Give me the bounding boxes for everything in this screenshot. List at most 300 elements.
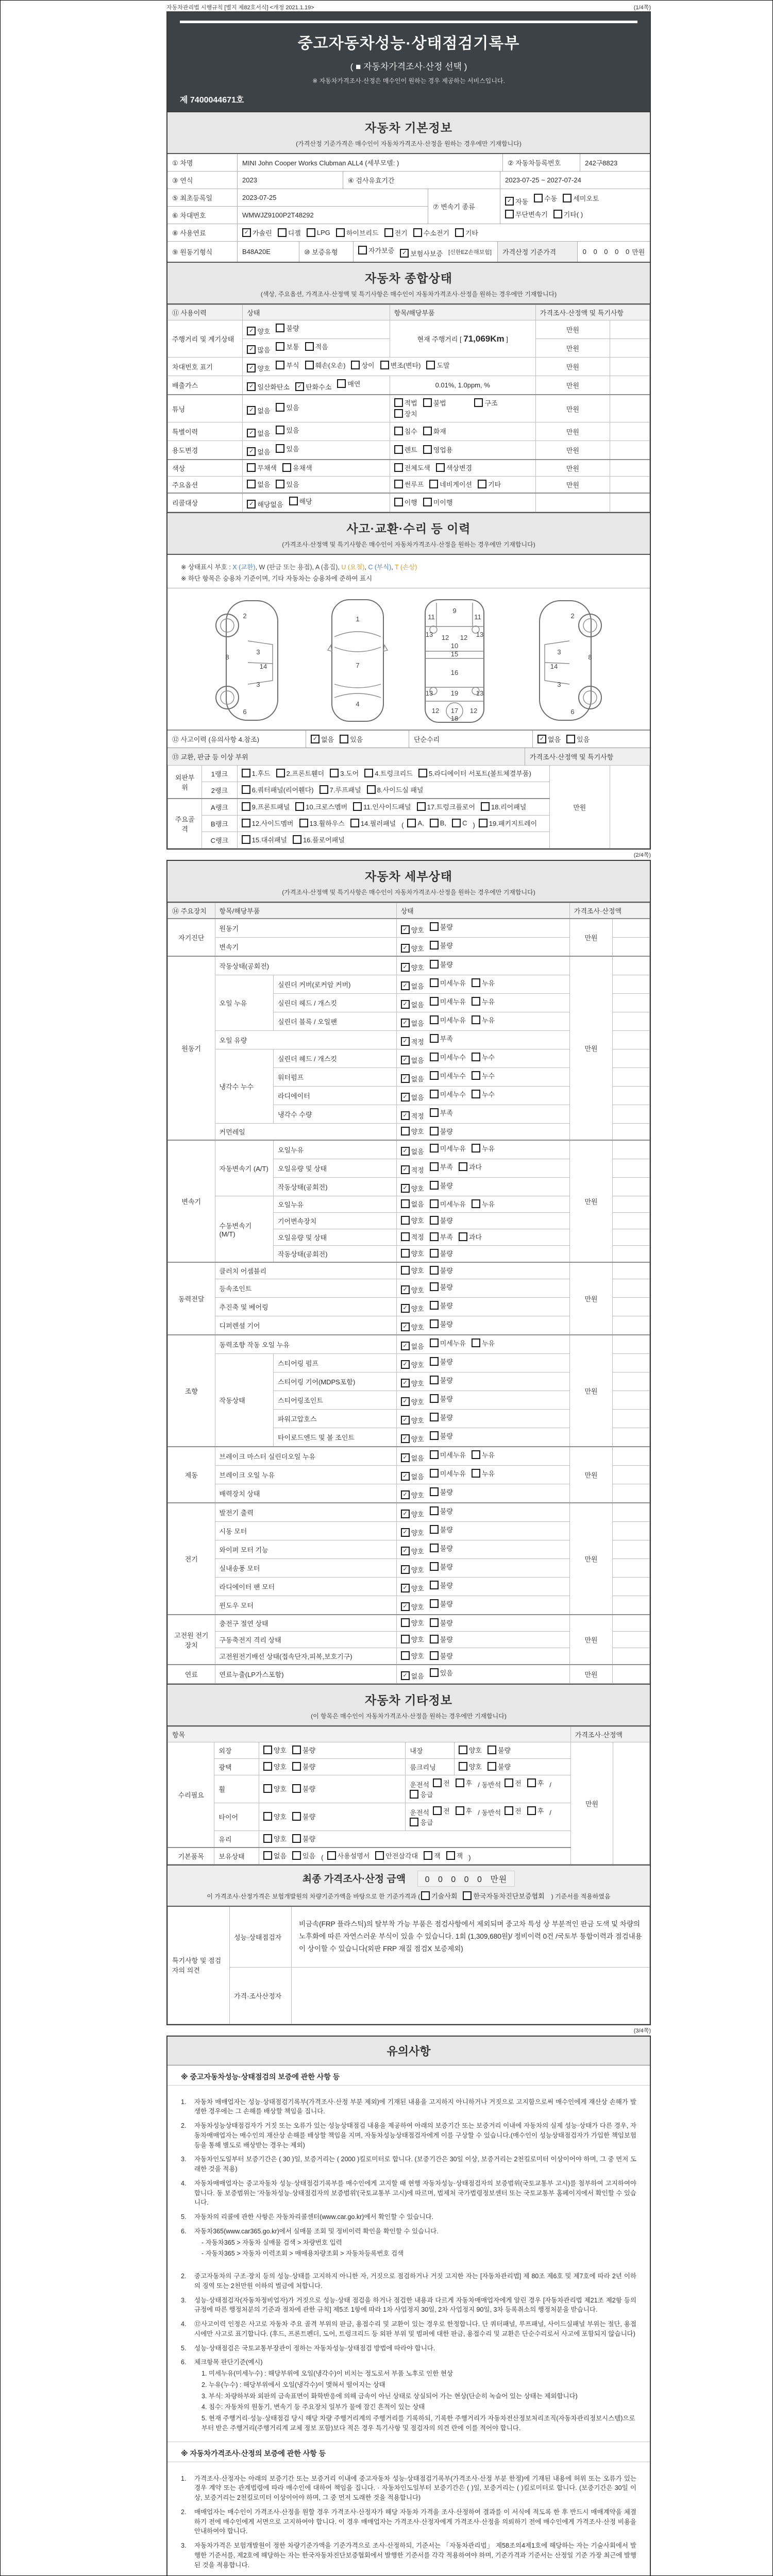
checkbox[interactable] bbox=[380, 361, 389, 369]
checkbox[interactable] bbox=[263, 1851, 272, 1860]
checkbox[interactable]: ✓ bbox=[247, 327, 256, 335]
notice-subitem: 2. 누유(누수) : 해당부위에서 오일(냉각수)이 맺혀서 떨어지는 상태 bbox=[201, 2381, 385, 2388]
checkbox[interactable] bbox=[433, 1806, 442, 1815]
checkbox[interactable]: ✓ bbox=[401, 1379, 410, 1387]
checkbox[interactable] bbox=[472, 978, 480, 987]
checkbox[interactable] bbox=[307, 228, 315, 237]
checkbox[interactable] bbox=[430, 978, 439, 987]
checkbox[interactable] bbox=[430, 1249, 439, 1258]
checkbox[interactable]: ✓ bbox=[247, 447, 256, 456]
panel-number: 2 bbox=[570, 612, 575, 620]
checkbox-option bbox=[401, 1565, 424, 1574]
checkbox[interactable] bbox=[456, 1806, 464, 1815]
checkbox[interactable]: ✓ bbox=[401, 1584, 410, 1592]
checkbox-label: 화재 bbox=[433, 428, 446, 435]
checkbox[interactable] bbox=[430, 1053, 439, 1061]
tbody-el bbox=[168, 919, 650, 1684]
checkbox[interactable] bbox=[527, 1778, 536, 1787]
checkbox[interactable] bbox=[472, 1053, 480, 1061]
checkbox[interactable]: ✓ bbox=[401, 963, 410, 972]
checkbox[interactable] bbox=[401, 1266, 410, 1275]
checkbox[interactable] bbox=[459, 1745, 467, 1754]
item-label: 실내송풍 모터 bbox=[215, 1559, 396, 1578]
checkbox[interactable] bbox=[401, 1216, 410, 1225]
checkbox[interactable]: ✓ bbox=[401, 1671, 410, 1680]
checkbox-option bbox=[394, 426, 417, 436]
checkbox-label: 누유 bbox=[481, 1451, 495, 1459]
checkbox[interactable] bbox=[436, 463, 445, 472]
checkbox[interactable] bbox=[505, 1778, 513, 1787]
path-el bbox=[334, 647, 381, 652]
checkbox[interactable]: ✓ bbox=[401, 1360, 410, 1369]
checkbox[interactable] bbox=[430, 1144, 439, 1153]
checkbox[interactable]: ✓ bbox=[400, 249, 409, 258]
checkbox[interactable]: ✓ bbox=[401, 1472, 410, 1481]
checkbox[interactable] bbox=[430, 1127, 439, 1136]
note-cell bbox=[613, 1031, 650, 1049]
checkbox[interactable]: ✓ bbox=[401, 1074, 410, 1083]
checkbox[interactable] bbox=[350, 819, 359, 827]
vinmark-label: 차대번호 표기 bbox=[168, 358, 243, 376]
checkbox-option bbox=[293, 835, 345, 844]
checkbox[interactable]: ✓ bbox=[505, 197, 514, 206]
checkbox[interactable] bbox=[327, 1851, 336, 1860]
checkbox[interactable] bbox=[293, 835, 301, 844]
checkbox[interactable] bbox=[401, 1635, 410, 1643]
detail-row bbox=[168, 1665, 650, 1684]
checkbox-label: 5.라디에이터 서포트(볼트체결부품) bbox=[428, 770, 531, 777]
checkbox[interactable] bbox=[430, 1506, 439, 1515]
checkbox[interactable]: ✓ bbox=[401, 1342, 410, 1350]
checkbox[interactable] bbox=[430, 1487, 439, 1496]
checkbox[interactable] bbox=[430, 922, 439, 931]
checkbox[interactable] bbox=[401, 1249, 410, 1258]
checkbox[interactable] bbox=[292, 1745, 301, 1754]
checkbox[interactable] bbox=[358, 246, 367, 255]
checkbox[interactable] bbox=[459, 1162, 467, 1171]
checkbox[interactable]: ✓ bbox=[401, 944, 410, 953]
checkbox[interactable] bbox=[430, 1282, 439, 1291]
span-el: , bbox=[364, 564, 368, 571]
checkbox[interactable] bbox=[320, 785, 328, 794]
checkbox[interactable] bbox=[430, 1181, 439, 1190]
checkbox-option bbox=[430, 1126, 453, 1136]
checkbox[interactable] bbox=[424, 1851, 432, 1860]
item-label: 고전원전기배선 상태(접속단자,피복,보호기구) bbox=[215, 1648, 396, 1665]
checkbox[interactable] bbox=[394, 463, 403, 472]
panel-number: 13 bbox=[425, 689, 433, 697]
checkbox[interactable]: ✓ bbox=[401, 925, 410, 934]
item-label: 작동상태 bbox=[215, 1354, 273, 1447]
checkbox[interactable] bbox=[452, 819, 461, 827]
checkbox[interactable]: ✓ bbox=[401, 1056, 410, 1064]
checkbox[interactable] bbox=[351, 361, 360, 369]
subitem-label: 냉각수 수량 bbox=[274, 1105, 397, 1124]
accident-title: 사고·교환·수리 등 이력 bbox=[346, 522, 471, 535]
checkbox-option bbox=[401, 1360, 424, 1369]
notice-item bbox=[181, 2358, 636, 2367]
checkbox[interactable] bbox=[401, 1651, 410, 1660]
checkbox[interactable] bbox=[401, 1232, 410, 1241]
checkbox-option bbox=[472, 996, 495, 1006]
checkbox-option bbox=[430, 1232, 453, 1242]
checkbox[interactable]: ✓ bbox=[401, 1165, 410, 1174]
checkbox[interactable] bbox=[430, 1301, 439, 1310]
checkbox[interactable] bbox=[472, 1071, 480, 1080]
checkbox-option bbox=[401, 1434, 424, 1444]
checkbox[interactable] bbox=[394, 445, 403, 454]
span-el: 이 가격조사·산정가격은 보험개발원의 차량기준가액을 바탕으로 한 기준가격과 ( bbox=[207, 1893, 421, 1900]
checkbox[interactable] bbox=[276, 403, 284, 412]
appraiser-label: 가격·조사산정자 bbox=[230, 1967, 292, 2024]
checkbox[interactable] bbox=[292, 1834, 301, 1843]
checkbox-option bbox=[401, 1618, 424, 1628]
tbody-el bbox=[168, 1906, 650, 2024]
mileage-price2: 만원 bbox=[535, 339, 610, 358]
checkbox[interactable] bbox=[553, 210, 562, 218]
checkbox[interactable] bbox=[247, 480, 256, 488]
note-cell bbox=[613, 1246, 650, 1263]
checkbox[interactable] bbox=[430, 1668, 439, 1677]
checkbox[interactable] bbox=[276, 480, 284, 488]
checkbox[interactable] bbox=[430, 1651, 439, 1660]
notice-item bbox=[181, 2474, 636, 2503]
checkbox[interactable]: ✓ bbox=[401, 1037, 410, 1046]
checkbox[interactable] bbox=[430, 1319, 439, 1328]
notices-sec1-title: ※ 중고자동차성능·상태점검의 보증에 관한 사항 등 bbox=[167, 2065, 650, 2086]
subitem-label: 기어변속장치 bbox=[274, 1213, 397, 1229]
checkbox[interactable] bbox=[430, 997, 439, 1006]
checkbox[interactable] bbox=[394, 409, 403, 418]
checkbox[interactable]: ✓ bbox=[401, 981, 410, 990]
checkbox[interactable] bbox=[401, 1127, 410, 1136]
checkbox-option bbox=[423, 398, 446, 408]
checkbox[interactable] bbox=[401, 1618, 410, 1627]
checkbox[interactable] bbox=[430, 1015, 439, 1024]
checkbox[interactable] bbox=[242, 769, 250, 777]
checkbox[interactable] bbox=[292, 1851, 301, 1860]
checkbox-option bbox=[430, 1300, 453, 1310]
checkbox[interactable] bbox=[433, 1778, 442, 1787]
checkbox[interactable] bbox=[276, 426, 284, 434]
checkbox[interactable] bbox=[430, 1216, 439, 1225]
checkbox[interactable] bbox=[456, 1778, 464, 1787]
checkbox-label: 불량 bbox=[440, 1652, 453, 1660]
checkbox[interactable] bbox=[430, 1635, 439, 1643]
span-el: 6. bbox=[181, 2227, 187, 2235]
checkbox[interactable]: ✓ bbox=[401, 1416, 410, 1425]
notice-subitem: 3. 부식: 차량하부와 외판의 금속표면이 화학반응에 의해 금속이 아닌 상태로 상실되어 가는 현상(단순히 녹슬어 있는 상태는 제외합니다) bbox=[201, 2392, 578, 2400]
checkbox[interactable] bbox=[430, 1525, 439, 1534]
checkbox[interactable] bbox=[430, 1394, 439, 1403]
checkbox[interactable] bbox=[430, 1338, 439, 1347]
checkbox[interactable] bbox=[478, 480, 486, 488]
checkbox[interactable] bbox=[429, 480, 438, 488]
inspector-opinion-text: 비금속(FRP 플라스틱)의 탈부착 가능 부품은 점검사항에서 제외되며 중고차 특성 상 부분적인 판금 도색 및 차량의 노후화에 따른 자연스러운 부식이 있을 수 있습니다. 1회 (1,309,680원)/ 정비이력 0건 /국토부 통합이력과 점검내용이 상이할 수 있습니다(외판 FRP 재질 점검X 보증제외) bbox=[292, 1906, 650, 1967]
emission-status bbox=[243, 376, 390, 395]
checkbox[interactable] bbox=[367, 785, 376, 794]
checkbox[interactable] bbox=[242, 802, 250, 811]
checkbox[interactable]: ✓ bbox=[401, 1453, 410, 1462]
note-cell bbox=[613, 1068, 650, 1087]
checkbox[interactable] bbox=[472, 997, 480, 1006]
checkbox[interactable] bbox=[394, 427, 403, 435]
checkbox-option bbox=[430, 959, 453, 969]
checkbox[interactable] bbox=[463, 1891, 472, 1900]
checkbox[interactable] bbox=[534, 194, 543, 202]
recall-items bbox=[390, 493, 535, 512]
checkbox[interactable] bbox=[276, 324, 284, 332]
checkbox[interactable] bbox=[263, 1834, 272, 1843]
checkbox-option bbox=[430, 978, 466, 988]
checkbox-label: 누유 bbox=[481, 1200, 495, 1208]
accident-legend2: ※ 하단 항목은 승용차 기준이며, 기타 자동차는 승용차에 준하여 표시 bbox=[181, 575, 373, 582]
checkbox[interactable] bbox=[263, 1812, 272, 1821]
checkbox[interactable] bbox=[289, 497, 298, 505]
checkbox[interactable] bbox=[340, 735, 348, 743]
checkbox[interactable] bbox=[423, 427, 432, 435]
checkbox[interactable] bbox=[247, 463, 256, 472]
checkbox[interactable] bbox=[242, 785, 250, 794]
panel-number: 10 bbox=[450, 642, 459, 650]
checkbox[interactable] bbox=[430, 819, 439, 827]
checkbox[interactable]: ✓ bbox=[401, 1019, 410, 1027]
checkbox[interactable] bbox=[563, 194, 572, 202]
checkbox[interactable] bbox=[423, 398, 432, 407]
checkbox[interactable] bbox=[430, 1034, 439, 1043]
checkbox[interactable]: ✓ bbox=[247, 429, 256, 437]
checkbox-label: 불량 bbox=[440, 1582, 453, 1589]
checkbox[interactable] bbox=[430, 1266, 439, 1275]
checkbox[interactable] bbox=[455, 228, 464, 237]
checkbox-option bbox=[436, 463, 472, 472]
checkbox[interactable] bbox=[459, 1762, 467, 1771]
checkbox[interactable] bbox=[446, 1851, 455, 1860]
checkbox[interactable]: ✓ bbox=[247, 500, 256, 509]
checkbox[interactable]: ✓ bbox=[311, 735, 320, 743]
checkbox[interactable] bbox=[295, 802, 304, 811]
checkbox[interactable] bbox=[430, 1581, 439, 1589]
checkbox[interactable]: ✓ bbox=[401, 1184, 410, 1193]
checkbox[interactable] bbox=[430, 1199, 439, 1208]
option-text: ) bbox=[473, 821, 475, 829]
checkbox[interactable] bbox=[430, 1450, 439, 1459]
checkbox[interactable] bbox=[505, 1806, 513, 1815]
checkbox[interactable] bbox=[384, 228, 393, 237]
checkbox[interactable]: ✓ bbox=[401, 1565, 410, 1574]
checkbox[interactable] bbox=[430, 1071, 439, 1080]
checkbox-label: 미세누유 bbox=[440, 1451, 466, 1459]
subitem-label: 작동상태(공회전) bbox=[274, 1178, 397, 1196]
checkbox[interactable] bbox=[430, 1357, 439, 1366]
checkbox-option bbox=[307, 228, 330, 237]
checkbox[interactable]: ✓ bbox=[401, 1547, 410, 1555]
checkbox[interactable] bbox=[413, 228, 422, 237]
checkbox[interactable]: ✓ bbox=[401, 1147, 410, 1156]
checkbox[interactable] bbox=[292, 1784, 301, 1793]
checkbox[interactable] bbox=[299, 819, 308, 827]
checkbox-option bbox=[337, 379, 360, 388]
checkbox[interactable] bbox=[430, 1162, 439, 1171]
checkbox[interactable] bbox=[488, 1762, 496, 1771]
checkbox[interactable] bbox=[472, 1144, 480, 1153]
checkbox[interactable] bbox=[430, 1090, 439, 1098]
checkbox[interactable]: ✓ bbox=[401, 1285, 410, 1294]
checkbox[interactable]: ✓ bbox=[401, 1304, 410, 1313]
checkbox-option bbox=[330, 768, 359, 778]
checkbox[interactable] bbox=[472, 1090, 480, 1098]
checkbox[interactable] bbox=[330, 769, 339, 777]
checkbox[interactable] bbox=[276, 361, 284, 369]
checkbox-label: 있음 bbox=[286, 403, 299, 412]
checkbox[interactable] bbox=[375, 1851, 384, 1860]
checkbox[interactable] bbox=[430, 1232, 439, 1241]
checkbox-option bbox=[358, 245, 394, 255]
item-label: 라디에이터 팬 모터 bbox=[215, 1578, 396, 1596]
usage-items bbox=[390, 441, 535, 460]
checkbox[interactable] bbox=[430, 1562, 439, 1571]
checkbox-option bbox=[320, 785, 361, 794]
checkbox[interactable] bbox=[430, 960, 439, 969]
checkbox[interactable]: ✓ bbox=[295, 382, 304, 391]
checkbox[interactable] bbox=[242, 835, 250, 844]
checkbox[interactable] bbox=[472, 1338, 480, 1347]
checkbox[interactable] bbox=[336, 228, 345, 237]
checkbox[interactable] bbox=[430, 1413, 439, 1421]
checkbox[interactable]: ✓ bbox=[401, 1510, 410, 1518]
checkbox-label: 미이행 bbox=[433, 499, 453, 506]
checkbox[interactable]: ✓ bbox=[401, 1000, 410, 1009]
checkbox[interactable]: ✓ bbox=[242, 228, 251, 237]
checkbox[interactable]: ✓ bbox=[247, 406, 256, 415]
checkbox[interactable] bbox=[401, 1199, 410, 1208]
checkbox[interactable]: ✓ bbox=[247, 345, 256, 354]
checkbox[interactable] bbox=[263, 1784, 272, 1793]
checkbox[interactable] bbox=[353, 802, 362, 811]
checkbox[interactable]: ✓ bbox=[401, 1602, 410, 1611]
checkbox[interactable] bbox=[263, 1762, 272, 1771]
checkbox-option bbox=[430, 1199, 466, 1209]
checkbox[interactable] bbox=[472, 1469, 480, 1478]
checkbox[interactable] bbox=[430, 1618, 439, 1627]
checkbox[interactable]: ✓ bbox=[537, 735, 546, 743]
checkbox[interactable] bbox=[566, 735, 575, 743]
glass-label: 유리 bbox=[214, 1831, 259, 1848]
circle-el bbox=[221, 619, 234, 632]
checkbox-label: 7.루프패널 bbox=[329, 786, 361, 794]
checkbox[interactable] bbox=[426, 361, 435, 369]
checkbox[interactable]: ✓ bbox=[401, 1528, 410, 1537]
checkbox[interactable] bbox=[394, 480, 403, 488]
checkbox[interactable] bbox=[410, 1818, 418, 1826]
checkbox[interactable] bbox=[430, 1108, 439, 1117]
price-cell: 만원 bbox=[569, 1615, 613, 1665]
checkbox[interactable] bbox=[472, 1199, 480, 1208]
checkbox[interactable]: ✓ bbox=[401, 1093, 410, 1101]
note-cell bbox=[613, 1229, 650, 1246]
checkbox[interactable] bbox=[282, 463, 291, 472]
checkbox[interactable] bbox=[430, 941, 439, 950]
color-status bbox=[243, 460, 390, 477]
checkbox[interactable] bbox=[263, 1745, 272, 1754]
checkbox[interactable] bbox=[394, 498, 403, 506]
subitem-label: 스티어링조인트 bbox=[274, 1391, 397, 1410]
checkbox-option bbox=[394, 479, 424, 489]
checkbox[interactable] bbox=[242, 819, 250, 827]
checkbox[interactable]: ✓ bbox=[401, 1397, 410, 1406]
checkbox[interactable] bbox=[407, 819, 416, 827]
rect-el bbox=[540, 601, 591, 720]
checkbox-option bbox=[459, 1761, 482, 1771]
checkbox-option bbox=[276, 360, 299, 370]
checkbox[interactable] bbox=[430, 1469, 439, 1478]
checkbox[interactable] bbox=[292, 1762, 301, 1771]
checkbox[interactable] bbox=[430, 1599, 439, 1608]
span-el: 0 0 0 0 0 bbox=[425, 1875, 485, 1884]
span-el: 체크항목 판단기준(예시) bbox=[194, 2359, 263, 2366]
checkbox[interactable] bbox=[421, 1891, 430, 1900]
checkbox[interactable] bbox=[410, 1790, 418, 1799]
checkbox[interactable] bbox=[418, 769, 427, 777]
checkbox[interactable] bbox=[472, 1015, 480, 1024]
checkbox[interactable]: ✓ bbox=[401, 1434, 410, 1443]
checkbox[interactable] bbox=[423, 498, 432, 506]
checkbox[interactable] bbox=[276, 769, 285, 777]
checkbox[interactable] bbox=[472, 1450, 480, 1459]
checkbox[interactable] bbox=[305, 361, 314, 369]
checkbox[interactable] bbox=[278, 228, 287, 237]
checkbox[interactable] bbox=[479, 819, 488, 827]
checkbox[interactable] bbox=[474, 398, 483, 407]
checkbox[interactable] bbox=[364, 769, 373, 777]
checkbox[interactable] bbox=[505, 210, 514, 218]
checkbox[interactable] bbox=[305, 342, 314, 351]
checkbox[interactable]: ✓ bbox=[401, 1490, 410, 1499]
path-el bbox=[328, 645, 332, 651]
checkbox[interactable] bbox=[276, 342, 284, 351]
checkbox[interactable] bbox=[481, 802, 490, 811]
checkbox[interactable] bbox=[459, 1232, 467, 1241]
checkbox[interactable] bbox=[417, 802, 426, 811]
checkbox-label: 불량 bbox=[440, 1545, 453, 1552]
panel-number: 13 bbox=[476, 631, 484, 638]
span-el: 2. bbox=[181, 2122, 187, 2129]
checkbox-label: 불량 bbox=[440, 1414, 453, 1421]
overall-h-price: 가격조사·산정액 및 특기사항 bbox=[535, 305, 649, 320]
checkbox-option bbox=[430, 1052, 466, 1062]
state-checks bbox=[396, 1087, 569, 1105]
checkbox[interactable] bbox=[276, 444, 284, 453]
interior-label: 내장 bbox=[406, 1742, 454, 1759]
checkbox[interactable] bbox=[430, 1544, 439, 1552]
checkbox[interactable] bbox=[394, 398, 403, 407]
panel-number: 12 bbox=[431, 707, 440, 715]
checkbox[interactable] bbox=[423, 445, 432, 454]
checkbox[interactable] bbox=[488, 1745, 496, 1754]
checkbox[interactable]: ✓ bbox=[247, 382, 256, 391]
note-cell bbox=[613, 1372, 650, 1391]
checkbox[interactable]: ✓ bbox=[247, 364, 256, 372]
checkbox[interactable] bbox=[527, 1806, 536, 1815]
checkbox[interactable]: ✓ bbox=[401, 1323, 410, 1331]
checkbox[interactable] bbox=[337, 379, 346, 388]
checkbox[interactable] bbox=[292, 1812, 301, 1821]
checkbox[interactable] bbox=[430, 1431, 439, 1440]
detail-title: 자동차 세부상태 bbox=[365, 870, 452, 883]
note-cell bbox=[613, 1648, 650, 1665]
checkbox[interactable] bbox=[430, 1376, 439, 1384]
checkbox[interactable]: ✓ bbox=[401, 1111, 410, 1120]
